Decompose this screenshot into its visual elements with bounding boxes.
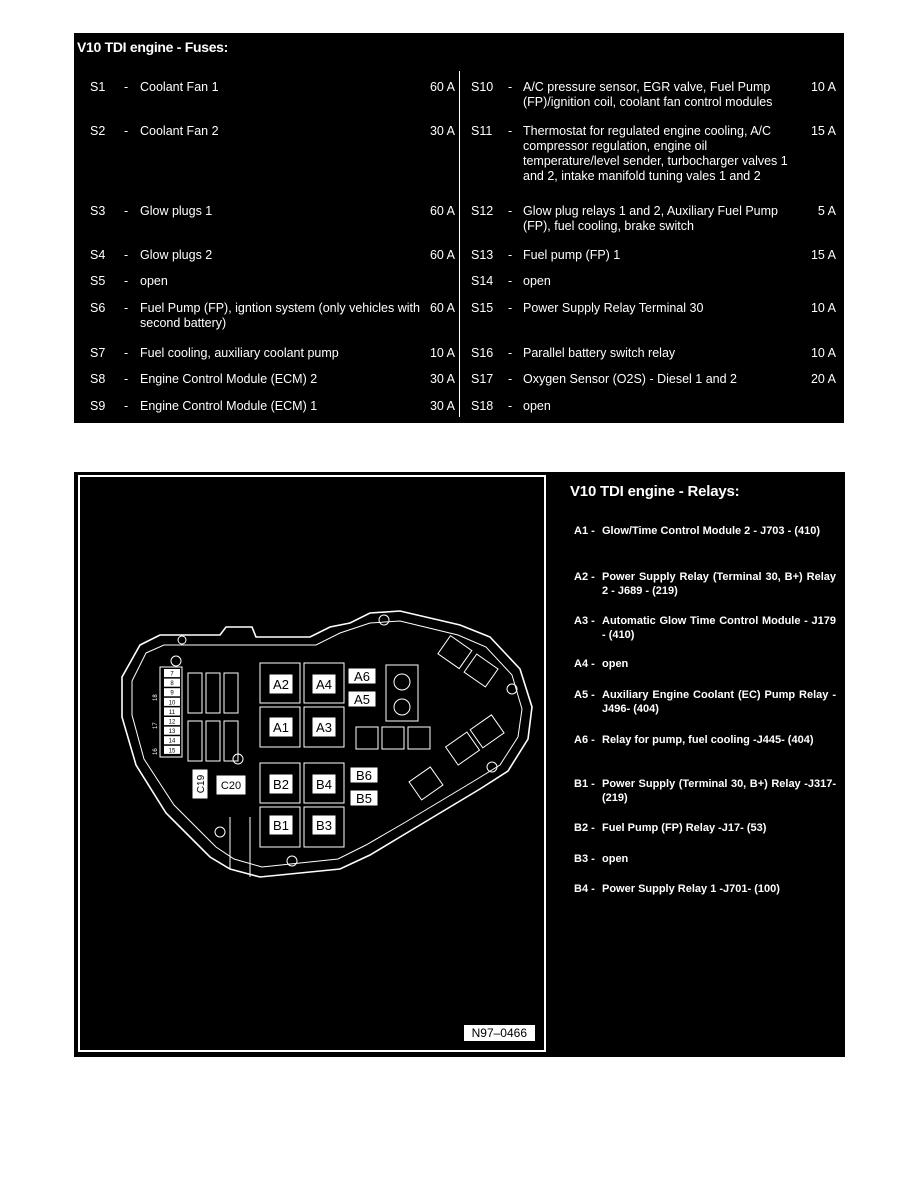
relay-label-C20: C20 xyxy=(220,780,242,792)
fuse-id: S3 xyxy=(90,204,106,218)
fuse-number: 13 xyxy=(168,729,176,736)
maxi-fuse-2 xyxy=(206,721,220,761)
fuse-description: Engine Control Module (ECM) 1 xyxy=(140,399,318,413)
relay-description: Automatic Glow Time Control Module - J179 - (410) xyxy=(602,615,836,641)
fuse-dash: - xyxy=(508,124,513,138)
fuse-amperage: 5 A xyxy=(817,204,836,218)
fuse-dash: - xyxy=(124,274,129,288)
fuse-dash: - xyxy=(124,204,129,218)
relay-label-B2: B2 xyxy=(273,777,289,792)
relay-label-B3: B3 xyxy=(316,818,332,833)
relay-description: Fuel Pump (FP) Relay -J17- (53) xyxy=(602,822,767,834)
relay-id: A4 - xyxy=(574,658,595,670)
relay-label-B5: B5 xyxy=(356,791,372,806)
connector-plug xyxy=(470,715,504,748)
fuse-description: Fuel Pump (FP), igntion system (only vehicles with second battery) xyxy=(140,301,420,330)
connector-plug xyxy=(438,636,472,669)
fuses-table xyxy=(74,33,844,423)
fuse-number: 7 xyxy=(170,671,174,678)
relay-box-drawing xyxy=(80,477,544,1050)
relay-label-A3: A3 xyxy=(316,720,332,735)
fuse-number: 10 xyxy=(168,700,176,707)
fuse-number: 17 xyxy=(153,722,159,729)
fuse-id: S8 xyxy=(90,372,106,386)
fuse-description: Thermostat for regulated engine cooling, A/C compressor regulation, engine oil temperature/level sender, turbocharger valves 1 and 2, intake manifold tuning vales 1 and 2 xyxy=(523,124,788,183)
connector-plug xyxy=(408,727,430,749)
relay-legend-item xyxy=(574,570,836,598)
fuse-id: S2 xyxy=(90,124,106,138)
relay-description: Power Supply Relay 1 -J701- (100) xyxy=(602,883,780,895)
fuse-dash: - xyxy=(508,204,513,218)
relay-legend-item xyxy=(574,882,836,896)
fuse-dash: - xyxy=(124,346,129,360)
relay-description: Power Supply (Terminal 30, B+) Relay -J317- (219) xyxy=(602,778,836,804)
fuse-dash: - xyxy=(508,399,513,413)
fuse-amperage: 10 A xyxy=(429,346,455,360)
fuse-amperage: 60 A xyxy=(429,248,455,262)
maxi-fuse-6 xyxy=(188,673,202,713)
fuse-id: S18 xyxy=(471,399,494,413)
fuse-description: open xyxy=(523,274,551,288)
fuse-description: Coolant Fan 1 xyxy=(140,80,219,94)
fuse-id: S4 xyxy=(90,248,106,262)
terminal-stud xyxy=(394,699,410,715)
fuse-description: open xyxy=(140,274,168,288)
fuse-amperage: 60 A xyxy=(429,301,455,315)
relay-id: A3 - xyxy=(574,615,595,627)
relay-id: B2 - xyxy=(574,822,595,834)
fuse-id: S16 xyxy=(471,346,494,360)
fuse-dash: - xyxy=(124,124,129,138)
mounting-hole xyxy=(178,636,186,644)
relay-label-A6: A6 xyxy=(354,669,370,684)
relay-description: Auxiliary Engine Coolant (EC) Pump Relay -J496- (404) xyxy=(602,689,836,715)
mounting-hole xyxy=(507,684,517,694)
fuse-number: 11 xyxy=(168,709,176,716)
housing-outline xyxy=(122,611,532,877)
fuse-amperage: 15 A xyxy=(810,124,836,138)
fuse-description: Engine Control Module (ECM) 2 xyxy=(140,372,318,386)
relay-id: A1 - xyxy=(574,525,595,537)
fuse-id: S9 xyxy=(90,399,106,413)
fuse-number: 12 xyxy=(168,719,176,726)
relay-legend-item xyxy=(574,733,836,747)
mounting-hole xyxy=(171,656,181,666)
fuse-number: 14 xyxy=(168,738,176,745)
relay-legend-item xyxy=(574,852,836,866)
fuse-id: S14 xyxy=(471,274,494,288)
connector-plug xyxy=(409,767,443,800)
fuse-number: 8 xyxy=(170,681,174,688)
fuse-description: Fuel pump (FP) 1 xyxy=(523,248,621,262)
relay-description: open xyxy=(602,658,629,670)
maxi-fuse-5 xyxy=(206,673,220,713)
relay-legend-item xyxy=(574,688,836,716)
maxi-fuse-4 xyxy=(224,673,238,713)
fuse-id: S1 xyxy=(90,80,106,94)
relay-legend-item xyxy=(574,777,836,805)
relay-description: Power Supply Relay (Terminal 30, B+) Relay 2 - J689 - (219) xyxy=(602,571,836,597)
fuse-number: 18 xyxy=(153,694,159,701)
stud-housing xyxy=(386,665,418,721)
fuse-dash: - xyxy=(124,372,129,386)
fuse-amperage: 20 A xyxy=(810,372,836,386)
fuse-description: Glow plugs 2 xyxy=(140,248,213,262)
fuse-id: S15 xyxy=(471,301,494,315)
fuse-dash: - xyxy=(508,80,513,94)
fuse-amperage: 60 A xyxy=(429,80,455,94)
connector-plug xyxy=(446,732,480,765)
fuse-id: S10 xyxy=(471,80,494,94)
relay-box-diagram xyxy=(78,475,546,1052)
fuse-description: Fuel cooling, auxiliary coolant pump xyxy=(140,346,339,360)
fuse-id: S17 xyxy=(471,372,494,386)
fuse-dash: - xyxy=(124,248,129,262)
fuse-amperage: 10 A xyxy=(810,346,836,360)
relay-description: Glow/Time Control Module 2 - J703 - (410) xyxy=(602,525,821,537)
fuse-description: Power Supply Relay Terminal 30 xyxy=(523,301,704,315)
fuse-amperage: 30 A xyxy=(429,372,455,386)
connector-plug xyxy=(356,727,378,749)
relay-id: A5 - xyxy=(574,689,595,701)
relay-description: open xyxy=(602,853,629,865)
relay-label-C19: C19 xyxy=(196,774,207,794)
relay-label-A5: A5 xyxy=(354,692,370,707)
relay-id: A2 - xyxy=(574,571,595,583)
fuse-amperage: 60 A xyxy=(429,204,455,218)
fuse-dash: - xyxy=(124,80,129,94)
fuse-dash: - xyxy=(124,301,129,315)
fuse-amperage: 10 A xyxy=(810,80,836,94)
fuse-dash: - xyxy=(508,274,513,288)
fuse-amperage: 30 A xyxy=(429,399,455,413)
fuse-description: Glow plugs 1 xyxy=(140,204,213,218)
fuse-description: Parallel battery switch relay xyxy=(523,346,676,360)
fuse-description: A/C pressure sensor, EGR valve, Fuel Pump (FP)/ignition coil, coolant fan control modules xyxy=(523,80,773,109)
fuse-dash: - xyxy=(508,372,513,386)
relay-description: Relay for pump, fuel cooling -J445- (404) xyxy=(602,734,814,746)
fuse-number: 9 xyxy=(170,690,174,697)
fuses-title: V10 TDI engine - Fuses: xyxy=(77,39,229,55)
fuse-description: open xyxy=(523,399,551,413)
fuse-description: Coolant Fan 2 xyxy=(140,124,219,138)
fuse-id: S13 xyxy=(471,248,494,262)
fuse-description: Oxygen Sensor (O2S) - Diesel 1 and 2 xyxy=(523,372,737,386)
relay-label-A1: A1 xyxy=(273,720,289,735)
fuse-dash: - xyxy=(508,301,513,315)
relay-label-A2: A2 xyxy=(273,677,289,692)
fuse-id: S12 xyxy=(471,204,494,218)
fuse-dash: - xyxy=(508,346,513,360)
mounting-hole xyxy=(379,615,389,625)
fuse-id: S5 xyxy=(90,274,106,288)
figure-reference: N97–0466 xyxy=(463,1024,536,1042)
relay-id: A6 - xyxy=(574,734,595,746)
fuse-id: S7 xyxy=(90,346,106,360)
connector-plug xyxy=(464,654,498,687)
mounting-hole xyxy=(287,856,297,866)
relays-title: V10 TDI engine - Relays: xyxy=(570,483,740,500)
relay-id: B3 - xyxy=(574,853,595,865)
fuse-amperage: 30 A xyxy=(429,124,455,138)
mounting-hole xyxy=(215,827,225,837)
terminal-stud xyxy=(394,674,410,690)
fuse-id: S6 xyxy=(90,301,106,315)
relay-id: B1 - xyxy=(574,778,595,790)
fuse-amperage: 15 A xyxy=(810,248,836,262)
connector-plug xyxy=(382,727,404,749)
relay-id: B4 - xyxy=(574,883,595,895)
relay-label-A4: A4 xyxy=(316,677,332,692)
fuse-dash: - xyxy=(508,248,513,262)
relay-legend-item xyxy=(574,614,836,642)
relay-label-B1: B1 xyxy=(273,818,289,833)
fuse-number: 16 xyxy=(153,748,159,755)
fuse-id: S11 xyxy=(471,124,493,138)
fuses-column-divider xyxy=(459,71,460,417)
fuse-number: 15 xyxy=(168,748,176,755)
maxi-fuse-3 xyxy=(188,721,202,761)
relays-panel xyxy=(74,472,845,1057)
relay-legend-item xyxy=(574,821,836,835)
relay-label-B6: B6 xyxy=(356,768,372,783)
fuse-description: Glow plug relays 1 and 2, Auxiliary Fuel Pump (FP), fuel cooling, brake switch xyxy=(523,204,778,233)
relay-legend-item xyxy=(574,524,836,538)
relay-label-B4: B4 xyxy=(316,777,332,792)
fuse-dash: - xyxy=(124,399,129,413)
fuse-amperage: 10 A xyxy=(810,301,836,315)
relay-legend-item xyxy=(574,657,836,671)
